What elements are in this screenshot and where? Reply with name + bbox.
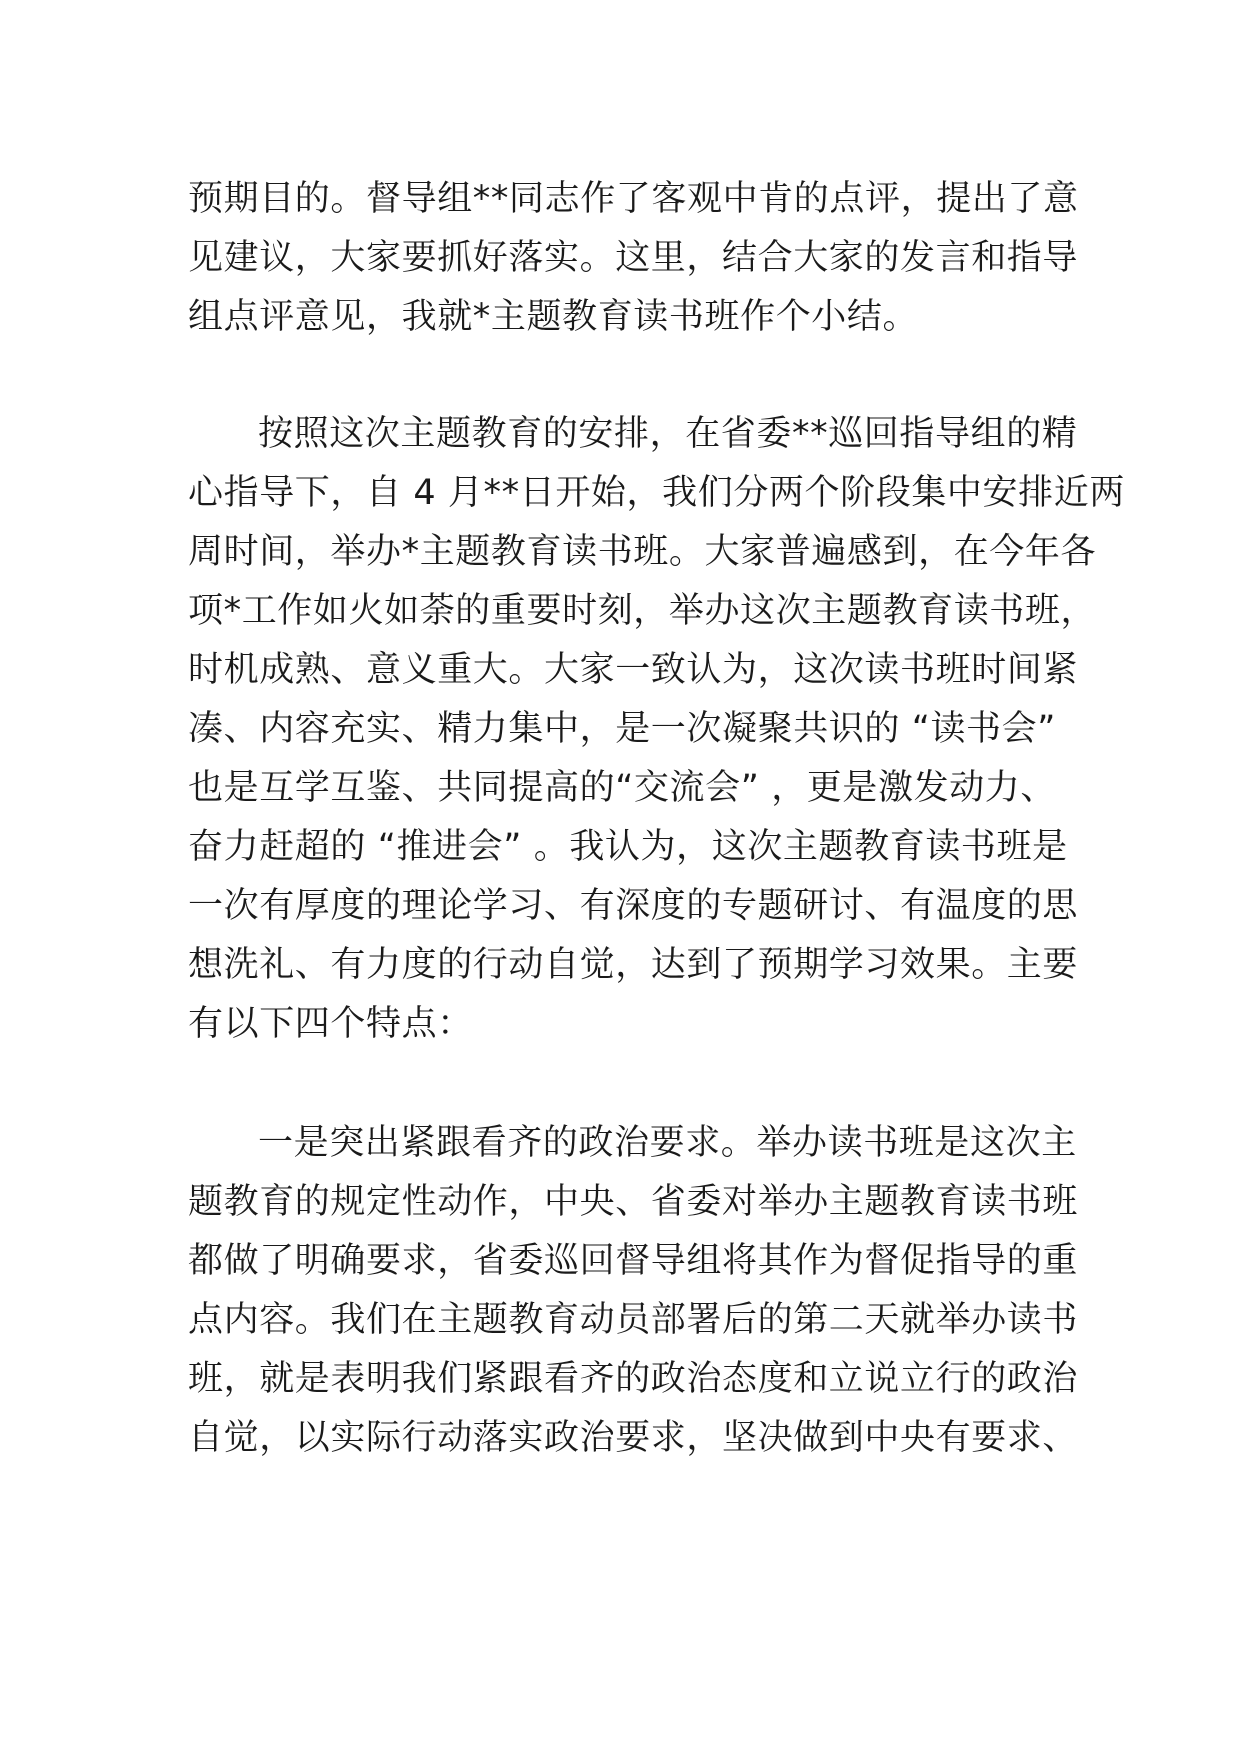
paragraph-line: 一次有厚度的理论学习、有深度的专题研讨、有温度的思 <box>188 886 1079 926</box>
paragraph-line: 一是突出紧跟看齐的政治要求。举办读书班是这次主 <box>258 1123 1077 1163</box>
paragraph-line: 项*工作如火如荼的重要时刻，举办这次主题教育读书班， <box>188 591 1097 631</box>
paragraph-line: 都做了明确要求，省委巡回督导组将其作为督促指导的重 <box>188 1241 1079 1281</box>
paragraph-line: 题教育的规定性动作，中央、省委对举办主题教育读书班 <box>188 1182 1079 1222</box>
paragraph-line: 奋力赶超的 “推进会” 。我认为，这次主题教育读书班是 <box>188 827 1068 867</box>
paragraph-line: 组点评意见，我就*主题教育读书班作个小结。 <box>188 297 919 337</box>
paragraph-line: 周时间，举办*主题教育读书班。大家普遍感到，在今年各 <box>188 532 1097 572</box>
paragraph-line: 按照这次主题教育的安排，在省委**巡回指导组的精 <box>258 414 1078 454</box>
paragraph-line: 预期目的。督导组**同志作了客观中肯的点评，提出了意 <box>188 179 1079 219</box>
paragraph-line: 凑、内容充实、精力集中，是一次凝聚共识的 “读书会” <box>188 709 1056 749</box>
paragraph-line: 时机成熟、意义重大。大家一致认为，这次读书班时间紧 <box>188 650 1079 690</box>
paragraph-line: 班，就是表明我们紧跟看齐的政治态度和立说立行的政治 <box>188 1359 1079 1399</box>
paragraph-line: 也是互学互鉴、共同提高的“交流会” ，更是激发动力、 <box>188 768 1056 808</box>
paragraph-line: 自觉，以实际行动落实政治要求，坚决做到中央有要求、 <box>188 1418 1079 1458</box>
paragraph-line: 见建议，大家要抓好落实。这里，结合大家的发言和指导 <box>188 238 1079 278</box>
paragraph-line: 心指导下，自 4 月**日开始，我们分两个阶段集中安排近两 <box>188 473 1125 513</box>
paragraph-line: 想洗礼、有力度的行动自觉，达到了预期学习效果。主要 <box>188 945 1079 985</box>
paragraph-line: 有以下四个特点： <box>188 1004 473 1044</box>
paragraph-line: 点内容。我们在主题教育动员部署后的第二天就举办读书 <box>188 1300 1079 1340</box>
